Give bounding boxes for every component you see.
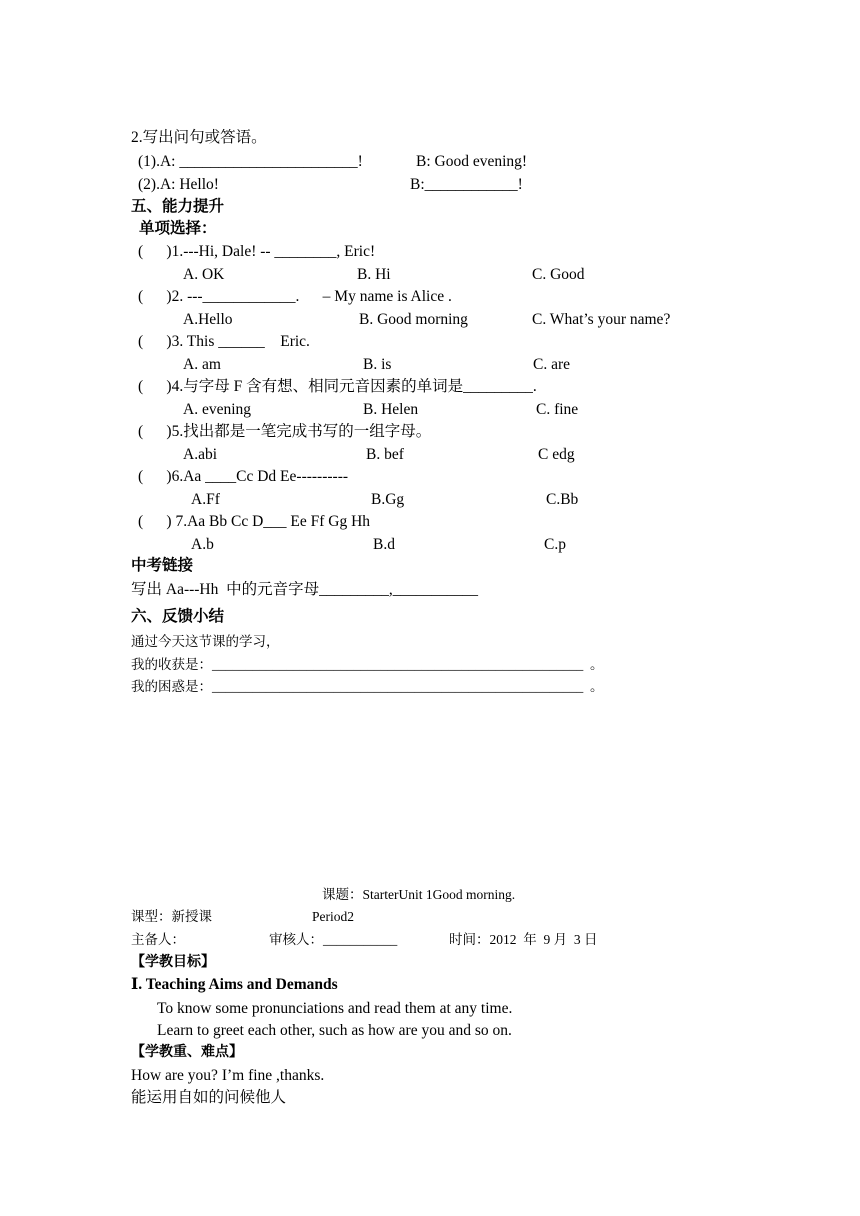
keypoint-item: How are you? I’m fine ,thanks. [131, 1067, 325, 1084]
mc-option-c: C.p [544, 536, 566, 553]
lesson-title: 课题：StarterUnit 1Good morning. [322, 887, 516, 902]
lesson-period: Period2 [312, 909, 354, 924]
mc-option-a: A.b [191, 536, 214, 553]
section5-heading: 五、能力提升 [131, 197, 225, 215]
mc-question-stem: ( )2. ---____________. – My name is Alice . [138, 288, 452, 305]
aim-item: Learn to greet each other, such as how are you and so on. [157, 1022, 512, 1039]
aim-item: To know some pronunciations and read them at any time. [157, 1000, 513, 1017]
mc-question-stem: ( ) 7.Aa Bb Cc D___ Ee Ff Gg Hh [138, 513, 371, 530]
mc-option-a: A.Hello [183, 311, 233, 328]
mc-option-b: B. Hi [357, 266, 391, 283]
mc-option-b: B. Good morning [359, 311, 468, 328]
mc-option-b: B. bef [366, 446, 404, 463]
exam-link-heading: 中考链接 [131, 556, 194, 574]
mc-question-stem: ( )6.Aa ____Cc Dd Ee---------- [138, 468, 349, 485]
mc-option-c: C. What’s your name? [532, 311, 671, 328]
mc-option-b: B.d [373, 536, 395, 553]
goals-heading: 【学教目标】 [131, 954, 215, 970]
lesson-reviewer: 审核人：___________ [269, 932, 398, 947]
mc-option-b: B.Gg [371, 491, 405, 508]
exam-link-text: 写出 Aa---Hh 中的元音字母_________,___________ [131, 581, 479, 598]
mc-option-c: C. are [533, 356, 571, 373]
mc-option-c: C. fine [536, 401, 579, 418]
mc-option-a: A.abi [183, 446, 218, 463]
mc-option-a: A. am [183, 356, 221, 373]
section5-subheading: 单项选择： [139, 219, 217, 237]
mc-question-stem: ( )5.找出都是一笔完成书写的一组字母。 [138, 423, 432, 440]
q1-question: (1).A: _______________________! [138, 153, 363, 170]
keypoints-heading: 【学教重、难点】 [131, 1044, 243, 1060]
lesson-type: 课型：新授课 [131, 909, 212, 924]
mc-question-stem: ( )1.---Hi, Dale! -- ________, Eric! [138, 243, 376, 260]
gain-line: 我的收获是：_______________________________________________________ 。 [131, 657, 604, 672]
mc-question-stem: ( )4.与字母 F 含有想、相同元音因素的单词是_________. [138, 378, 537, 395]
lesson-date: 时间：2012 年 9 月 3 日 [449, 932, 598, 947]
confusion-line: 我的困惑是：_______________________________________________________ 。 [131, 679, 604, 694]
q2-question: (2).A: Hello! [138, 176, 219, 193]
section6-heading: 六、反馈小结 [131, 607, 225, 625]
mc-option-a: A. evening [183, 401, 252, 418]
mc-option-a: A. OK [183, 266, 225, 283]
lesson-preparer: 主备人： [131, 932, 185, 947]
section6-intro: 通过今天这节课的学习， [131, 634, 280, 649]
q1-answer: B: Good evening! [416, 153, 528, 170]
mc-option-b: B. Helen [363, 401, 419, 418]
q2-answer: B:____________! [410, 176, 523, 193]
mc-option-b: B. is [363, 356, 392, 373]
keypoint-item: 能运用自如的问候他人 [131, 1089, 287, 1106]
mc-option-c: C. Good [532, 266, 585, 283]
section2-heading: 2.写出问句或答语。 [131, 129, 267, 146]
mc-option-c: C.Bb [546, 491, 579, 508]
mc-question-stem: ( )3. This ______ Eric. [138, 333, 310, 350]
aims-heading: Ⅰ. Teaching Aims and Demands [131, 976, 338, 993]
mc-option-c: C edg [538, 446, 575, 463]
mc-option-a: A.Ff [191, 491, 220, 508]
